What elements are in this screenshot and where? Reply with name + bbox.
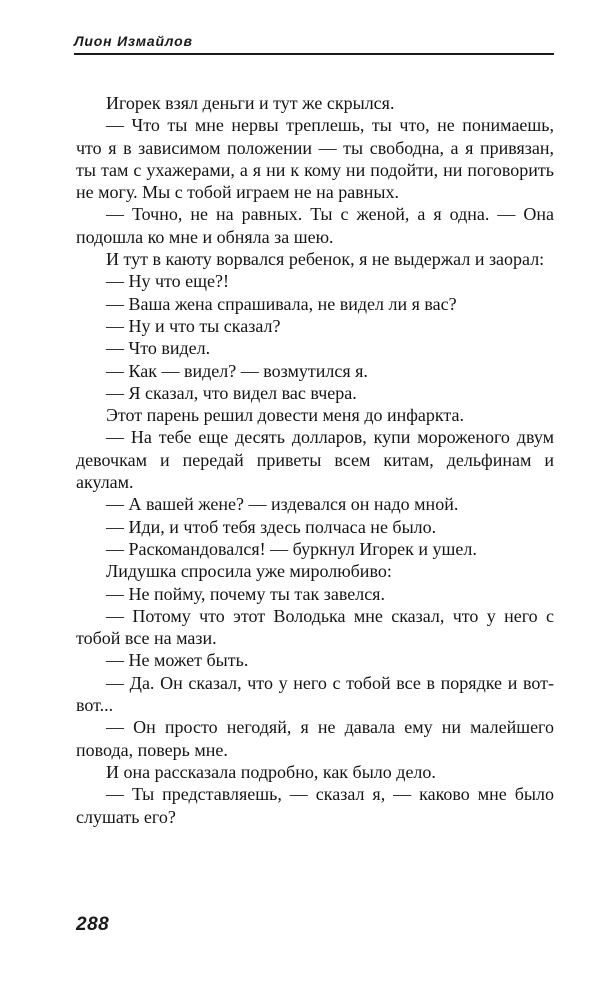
paragraph: — Ну и что ты сказал?	[106, 315, 281, 336]
paragraph: И она рассказала подробно, как было дело.	[106, 761, 436, 782]
header-rule	[74, 53, 554, 55]
paragraph: — Не пойму, почему ты так завелся.	[106, 583, 385, 604]
paragraph: — Да. Он сказал, что у него с тобой все в порядке и вот-вот...	[76, 672, 554, 716]
paragraph: — Что видел.	[106, 338, 211, 359]
running-head-author: Лион Измайлов	[74, 33, 193, 49]
paragraph: — Ты представляешь, — сказал я, — каково мне было слушать его?	[76, 784, 554, 827]
paragraph: Лидушка спросила уже миролюбиво:	[106, 561, 392, 582]
paragraph: — Как — видел? — возмутился я.	[106, 360, 368, 381]
paragraph: — Ну что еще?!	[106, 271, 230, 292]
paragraph: — Я сказал, что видел вас вчера.	[106, 382, 357, 403]
paragraph: Игорек взял деньги и тут же скрылся.	[106, 93, 395, 113]
page-number: 288	[76, 914, 110, 935]
paragraph: — Что ты мне нервы треплешь, ты что, не понимаешь, что я в зависимом положении — ты свободна, а я привязан, ты там с ухажерами, а я ни к кому ни подойти, ни поговорить не могу. Мы с тобой играем не на равных.	[76, 115, 554, 203]
paragraph: — Иди, и чтоб тебя здесь полчаса не было.	[106, 516, 437, 537]
paragraph: — Точно, не на равных. Ты с женой, а я одна. — Она подошла ко мне и обняла за шею.	[76, 204, 554, 247]
paragraph: И тут в каюту ворвался ребенок, я не выдержал и заорал:	[106, 249, 545, 270]
paragraph: — Ваша жена спрашивала, не видел ли я вас?	[106, 293, 457, 314]
paragraph: — Он просто негодяй, я не давала ему ни малейшего повода, поверь мне.	[76, 717, 554, 760]
paragraph: — А вашей жене? — издевался он надо мной.	[106, 494, 459, 515]
body-text	[76, 92, 554, 828]
paragraph: Этот парень решил довести меня до инфаркта.	[106, 405, 464, 426]
paragraph: — Потому что этот Володька мне сказал, что у него с тобой все на мази.	[76, 605, 554, 649]
paragraph: — Не может быть.	[106, 650, 249, 671]
paragraph: — Раскомандовался! — буркнул Игорек и ушел.	[106, 538, 477, 559]
paragraph: — На тебе еще десять долларов, купи мороженого двум девочкам и передай приветы всем китам, дельфинам и акулам.	[76, 427, 554, 493]
